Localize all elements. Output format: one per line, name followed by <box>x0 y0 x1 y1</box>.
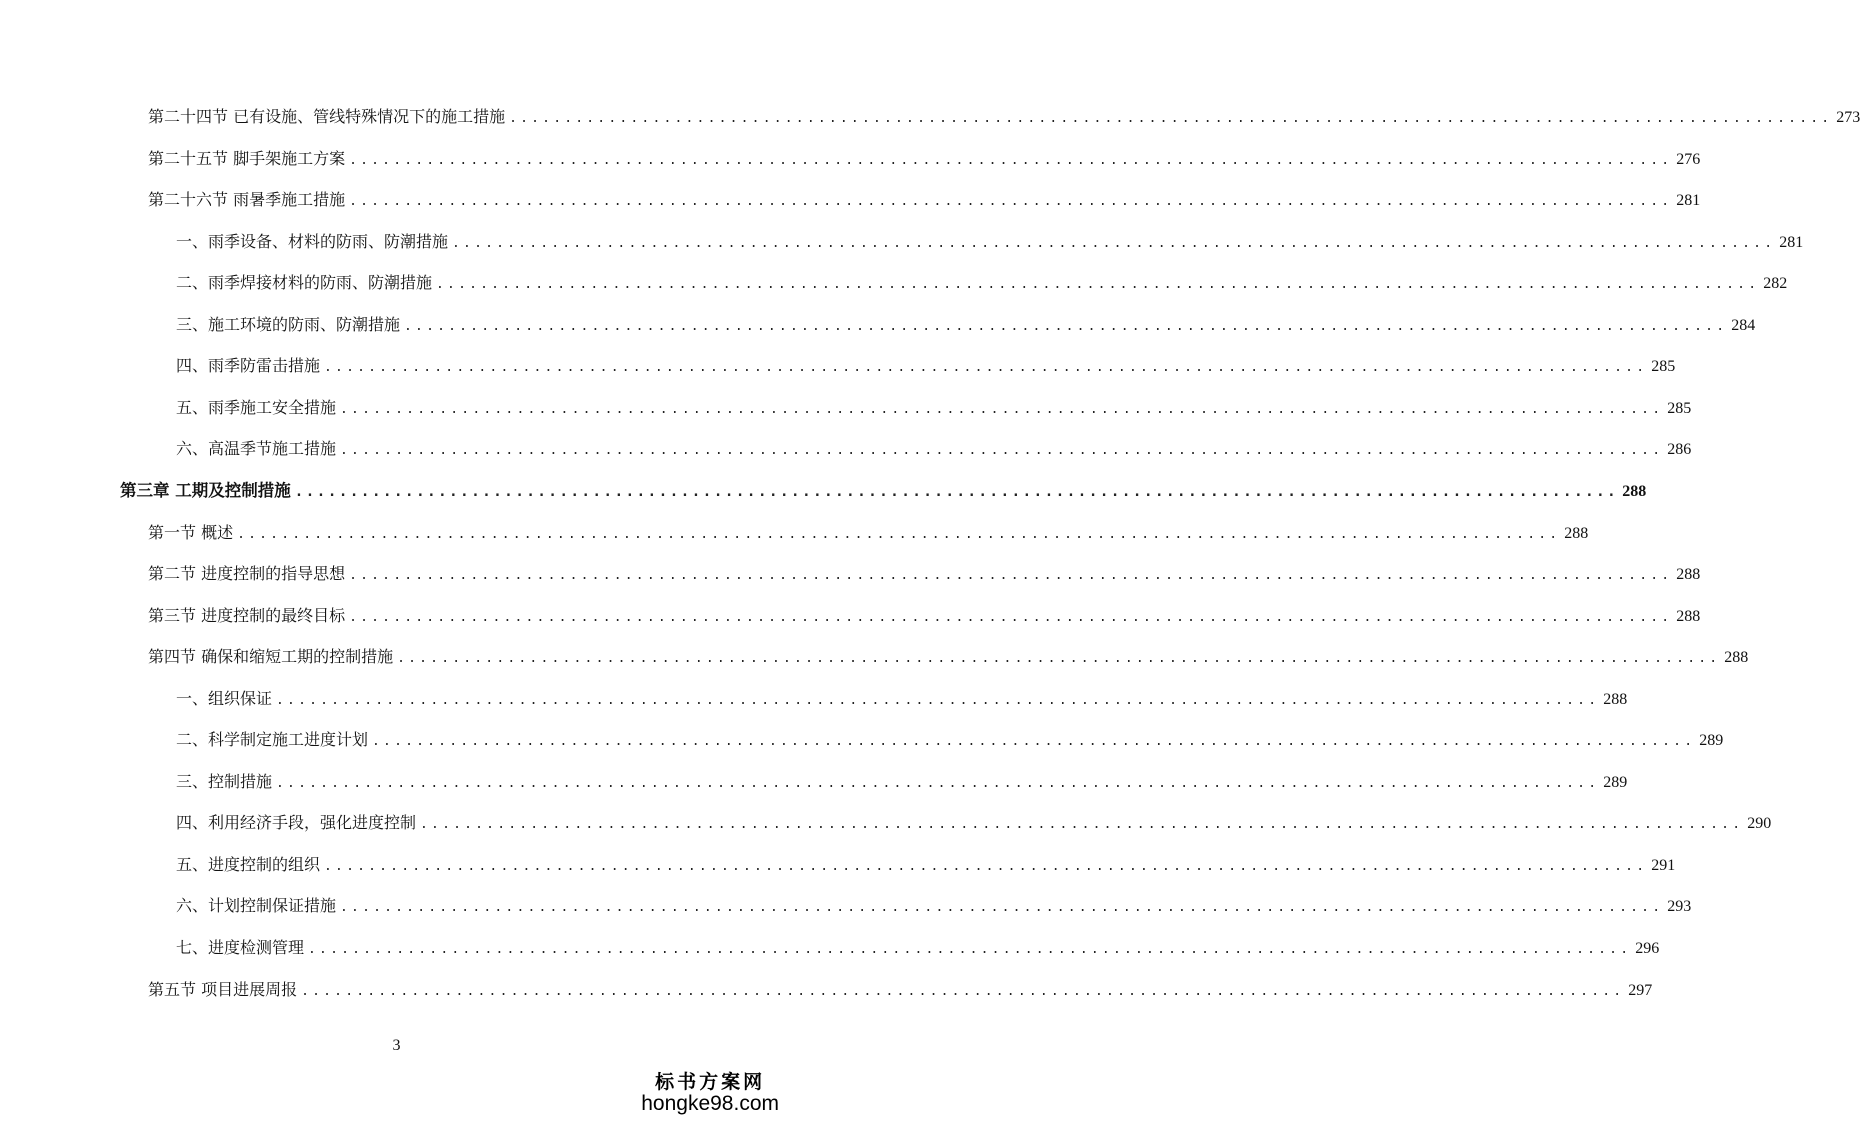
toc-entry-title: 一、雨季设备、材料的防雨、防潮措施 <box>176 232 449 251</box>
toc-chapter-entry[interactable] <box>120 476 1647 506</box>
toc-entry-title: 二、科学制定施工进度计划 <box>176 730 369 749</box>
toc-entry-title: 五、雨季施工安全措施 <box>176 398 337 417</box>
toc-entry-page: 288 <box>1724 649 1749 666</box>
toc-entry-page: 289 <box>1699 732 1724 749</box>
toc-entry-page: 289 <box>1603 774 1628 791</box>
toc-section-entry[interactable] <box>148 642 1749 672</box>
toc-entry-title: 第二十四节 已有设施、管线特殊情况下的施工措施 <box>148 107 506 126</box>
toc-subsection-entry[interactable] <box>176 227 1804 257</box>
toc-dot-leader: ........................................................................................................................ <box>420 817 1744 832</box>
toc-dot-leader: ........................................................................................................................ <box>509 111 1833 126</box>
toc-subsection-entry[interactable] <box>176 808 1772 838</box>
toc-subsection-entry[interactable] <box>176 725 1724 755</box>
toc-entry-page: 288 <box>1564 525 1589 542</box>
toc-dot-leader: ........................................................................................................................ <box>340 443 1664 458</box>
toc-dot-leader: ........................................................................................................................ <box>301 984 1625 999</box>
toc-entry-page: 288 <box>1603 691 1628 708</box>
toc-entry-title: 第二十五节 脚手架施工方案 <box>148 149 346 168</box>
toc-entry-title: 第四节 确保和缩短工期的控制措施 <box>148 647 394 666</box>
toc-entry-title: 第三章 工期及控制措施 <box>120 481 291 500</box>
toc-entry-page: 286 <box>1667 441 1692 458</box>
toc-dot-leader: ........................................................................................................................ <box>237 527 1561 542</box>
toc-subsection-entry[interactable] <box>176 850 1676 880</box>
toc-dot-leader: ........................................................................................................................ <box>349 153 1673 168</box>
toc-section-entry[interactable] <box>148 559 1701 589</box>
toc-subsection-entry[interactable] <box>176 891 1692 921</box>
toc-subsection-entry[interactable] <box>176 767 1628 797</box>
toc-subsection-entry[interactable] <box>176 268 1788 298</box>
toc-entry-title: 六、高温季节施工措施 <box>176 439 337 458</box>
toc-entry-page: 291 <box>1651 857 1676 874</box>
toc-entry-page: 282 <box>1763 275 1788 292</box>
toc-entry-title: 一、组织保证 <box>176 689 273 708</box>
toc-entry-title: 四、利用经济手段，强化进度控制 <box>176 813 417 832</box>
toc-section-entry[interactable] <box>148 975 1653 1005</box>
toc-section-entry[interactable] <box>148 601 1701 631</box>
toc-entry-page: 293 <box>1667 898 1692 915</box>
toc-dot-leader: ........................................................................................................................ <box>276 693 1600 708</box>
toc-entry-page: 288 <box>1622 483 1647 500</box>
page-number: 3 <box>392 1037 401 1054</box>
watermark-name: 标书方案网 <box>655 1071 766 1093</box>
toc-section-entry[interactable] <box>148 102 1860 132</box>
toc-entry-title: 第三节 进度控制的最终目标 <box>148 606 346 625</box>
toc-dot-leader: ........................................................................................................................ <box>436 277 1760 292</box>
toc-section-entry[interactable] <box>148 185 1701 215</box>
toc-subsection-entry[interactable] <box>176 684 1628 714</box>
toc-dot-leader: ........................................................................................................................ <box>404 319 1728 334</box>
toc-entry-page: 285 <box>1651 358 1676 375</box>
toc-dot-leader: ........................................................................................................................ <box>349 610 1673 625</box>
toc-dot-leader: ........................................................................................................................ <box>276 776 1600 791</box>
toc-dot-leader: ........................................................................................................................ <box>372 734 1696 749</box>
toc-dot-leader: ........................................................................................................................ <box>349 194 1673 209</box>
toc-entry-page: 281 <box>1676 192 1701 209</box>
toc-entry-title: 三、施工环境的防雨、防潮措施 <box>176 315 401 334</box>
toc-subsection-entry[interactable] <box>176 933 1660 963</box>
toc-entry-title: 第二十六节 雨暑季施工措施 <box>148 190 346 209</box>
toc-entry-title: 五、进度控制的组织 <box>176 855 321 874</box>
toc-section-entry[interactable] <box>148 144 1701 174</box>
toc-entry-page: 281 <box>1779 234 1804 251</box>
toc-dot-leader: ........................................................................................................................ <box>340 900 1664 915</box>
toc-entry-title: 四、雨季防雷击措施 <box>176 356 321 375</box>
watermark-url: hongke98.com <box>641 1092 779 1115</box>
toc-section-entry[interactable] <box>148 518 1589 548</box>
toc-subsection-entry[interactable] <box>176 393 1692 423</box>
toc-entry-title: 二、雨季焊接材料的防雨、防潮措施 <box>176 273 433 292</box>
toc-entry-title: 七、进度检测管理 <box>176 938 305 957</box>
toc-entry-title: 第二节 进度控制的指导思想 <box>148 564 346 583</box>
toc-subsection-entry[interactable] <box>176 310 1756 340</box>
toc-dot-leader: ........................................................................................................................ <box>308 942 1632 957</box>
toc-entry-page: 273 <box>1836 109 1860 126</box>
toc-entry-title: 六、计划控制保证措施 <box>176 896 337 915</box>
toc-dot-leader: ........................................................................................................................ <box>324 360 1648 375</box>
toc-entry-page: 288 <box>1676 566 1701 583</box>
toc-entry-title: 第一节 概述 <box>148 523 234 542</box>
toc-entry-page: 296 <box>1635 940 1660 957</box>
toc-dot-leader: ........................................................................................................................ <box>340 402 1664 417</box>
toc-subsection-entry[interactable] <box>176 434 1692 464</box>
toc-entry-page: 276 <box>1676 151 1701 168</box>
toc-entry-page: 290 <box>1747 815 1772 832</box>
toc-dot-leader: ........................................................................................................................ <box>349 568 1673 583</box>
toc-dot-leader: ........................................................................................................................ <box>452 236 1776 251</box>
toc-entry-page: 288 <box>1676 608 1701 625</box>
toc-dot-leader: ........................................................................................................................ <box>324 859 1648 874</box>
toc-entry-page: 297 <box>1628 982 1653 999</box>
toc-entry-title: 第五节 项目进展周报 <box>148 980 298 999</box>
toc-dot-leader: ........................................................................................................................ <box>397 651 1721 666</box>
toc-dot-leader: ........................................................................................................................ <box>294 484 1619 500</box>
watermark <box>641 1067 779 1116</box>
toc-entry-page: 284 <box>1731 317 1756 334</box>
toc-subsection-entry[interactable] <box>176 351 1676 381</box>
toc-entry-page: 285 <box>1667 400 1692 417</box>
toc-entry-title: 三、控制措施 <box>176 772 273 791</box>
